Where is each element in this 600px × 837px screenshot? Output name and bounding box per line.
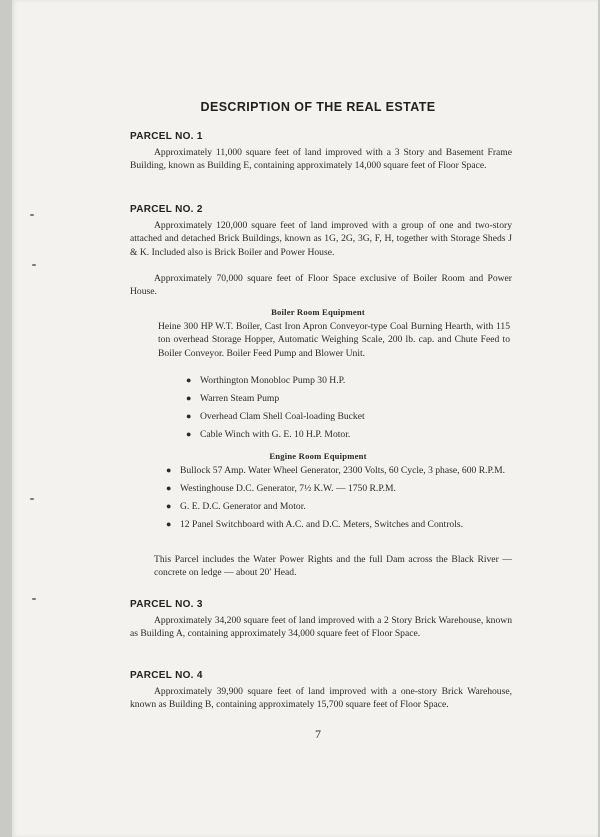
margin-speck	[32, 598, 36, 600]
boiler-room-text: Heine 300 HP W.T. Boiler, Cast Iron Apron Conveyor-type Coal Burning Hearth, with 115 ton overhead Storage Hopper, Automatic Weighing Scale, 200 lb. cap. and Chute Feed to Boiler Conveyor. Boiler Feed Pump and Blower Unit.	[158, 321, 510, 359]
parcel-4-text: Approximately 39,900 square feet of land improved with a one-story Brick Warehouse, known as Building B, containing approximately 15,700 square feet of Floor Space.	[130, 686, 512, 711]
list-item: ● G. E. D.C. Generator and Motor.	[166, 500, 306, 512]
boiler-equipment-list	[186, 374, 506, 446]
bullet-icon: ●	[186, 392, 192, 403]
parcel-1-text: Approximately 11,000 square feet of land improved with a 3 Story and Basement Frame Building, known as Building E, containing approximately 14,000 square feet of Floor Space.	[130, 147, 512, 172]
boiler-room-heading: Boiler Room Equipment	[271, 307, 365, 317]
margin-speck	[32, 264, 36, 266]
parcel-2-closing: This Parcel includes the Water Power Rights and the full Dam across the Black River — concrete on ledge — about 20′ Head.	[154, 554, 512, 579]
engine-room-heading: Engine Room Equipment	[269, 451, 367, 461]
parcel-3-heading: PARCEL NO. 3	[130, 599, 203, 610]
margin-speck	[30, 214, 34, 216]
bullet-icon: ●	[166, 482, 172, 493]
document-page	[12, 0, 598, 837]
list-item: ● Cable Winch with G. E. 10 H.P. Motor.	[186, 428, 351, 440]
margin-speck	[30, 498, 34, 500]
bullet-icon: ●	[186, 375, 192, 385]
list-item: ● 12 Panel Switchboard with A.C. and D.C. Meters, Switches and Controls.	[166, 518, 463, 530]
parcel-2-text-2: Approximately 70,000 square feet of Floor Space exclusive of Boiler Room and Power House.	[130, 273, 512, 298]
page-title: DESCRIPTION OF THE REAL ESTATE	[200, 100, 436, 114]
parcel-2-heading: PARCEL NO. 2	[130, 204, 203, 215]
list-item: ● Warren Steam Pump	[186, 392, 280, 404]
list-item: ● Overhead Clam Shell Coal-loading Bucket	[186, 410, 365, 422]
parcel-3-text: Approximately 34,200 square feet of land improved with a 2 Story Brick Warehouse, known as Building A, containing approximately 34,000 square feet of Floor Space.	[130, 615, 512, 640]
bullet-icon: ●	[166, 518, 172, 529]
parcel-4-heading: PARCEL NO. 4	[130, 670, 203, 681]
parcel-1-heading: PARCEL NO. 1	[130, 131, 203, 142]
engine-equipment-list	[166, 464, 512, 536]
list-item: ● Westinghouse D.C. Generator, 7½ K.W. — 1750 R.P.M.	[166, 482, 396, 494]
page-number: 7	[315, 727, 321, 741]
list-item: ● Worthington Monobloc Pump 30 H.P.	[186, 375, 346, 386]
bullet-icon: ●	[166, 465, 172, 475]
bullet-icon: ●	[186, 428, 192, 439]
bullet-icon: ●	[166, 500, 172, 511]
bullet-icon: ●	[186, 410, 192, 421]
list-item: ● Bullock 57 Amp. Water Wheel Generator, 2300 Volts, 60 Cycle, 3 phase, 600 R.P.M.	[166, 465, 506, 476]
parcel-2-text-1: Approximately 120,000 square feet of land improved with a group of one and two-story attached and detached Brick Buildings, known as 1G, 2G, 3G, F, H, together with Storage Sheds J & K. Included also is Brick Boiler and Power House.	[130, 220, 512, 258]
